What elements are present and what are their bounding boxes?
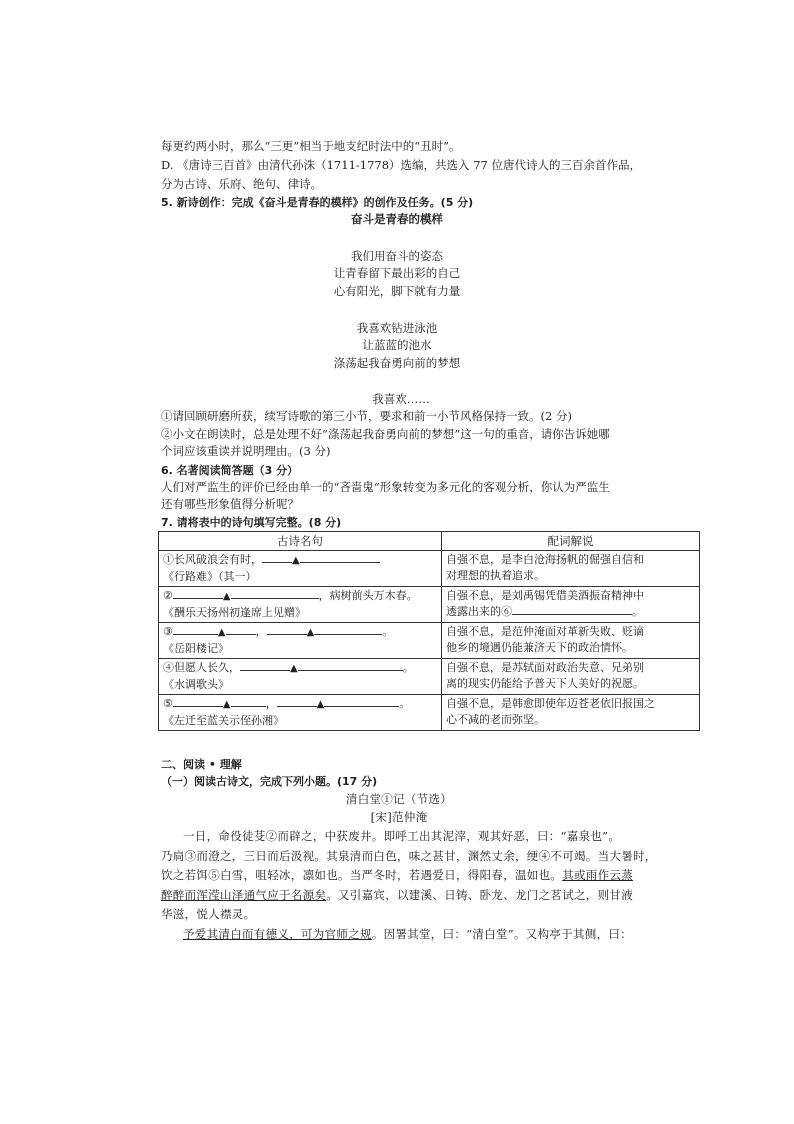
note-text: 自强不息，是苏轼面对政治失意、兄弟别 — [446, 661, 644, 674]
note-cell — [442, 587, 700, 623]
note-cell — [442, 551, 700, 587]
poem-cell — [159, 659, 442, 695]
answer-blank[interactable] — [173, 706, 223, 707]
q5-task1: ①请回顾研磨所获，续写诗歌的第三小节，要求和前一小节风格保持一致。(2 分) — [161, 409, 572, 423]
poem-text: 。 — [399, 697, 411, 710]
triangle-marker: ▲ — [306, 627, 315, 638]
answer-blank[interactable] — [277, 706, 317, 707]
q6-text-b: 还有哪些形象值得分析呢？ — [161, 497, 299, 511]
poem-stanza3: 我喜欢…… — [372, 392, 430, 406]
poem-text: 。 — [382, 625, 394, 638]
classical-p1-line4 — [161, 887, 633, 904]
note-text: 自强不息，是范仲淹面对革新失败、贬谪 — [446, 625, 644, 638]
poem-stanza1-line3: 心有阳光，脚下就有力量 — [333, 284, 461, 298]
poem-stanza2-line1: 我喜欢钻进泳池 — [356, 321, 438, 335]
table-header-note: 配词解说 — [442, 532, 700, 551]
triangle-marker: ▲ — [292, 555, 300, 566]
note-text: 对理想的执着追求。 — [446, 569, 545, 582]
triangle-marker: ▲ — [222, 591, 231, 602]
poem-stanza1-line1: 我们用奋斗的姿态 — [351, 249, 443, 263]
poem-cell — [159, 587, 442, 623]
answer-blank[interactable] — [314, 634, 382, 635]
poem-text: ④但愿人长久， — [163, 661, 240, 674]
answer-blank[interactable] — [324, 706, 399, 707]
q5-heading: 5. 新诗创作：完成《奋斗是青春的模样》的创作及任务。(5 分) — [161, 196, 474, 209]
note-text: 自强不息，是韩愈即使年迈苍老依旧报国之 — [446, 697, 655, 710]
note-text: 透露出来的⑥ — [446, 605, 512, 618]
note-text: 心不减的老而弥坚。 — [446, 713, 545, 726]
table-row — [159, 623, 700, 659]
answer-blank[interactable] — [298, 670, 403, 671]
triangle-marker: ▲ — [217, 627, 226, 638]
q6-text-a: 人们对严监生的评价已经由单一的“吝啬鬼“形象转变为多元化的客观分析，你认为严监生 — [161, 480, 610, 494]
poem-cell — [159, 623, 442, 659]
answer-blank[interactable] — [231, 706, 266, 707]
poem-text: ，病树前头万木春。 — [318, 589, 418, 602]
q7-heading: 7. 请将表中的诗句填写完整。(8 分) — [161, 516, 342, 529]
poem-comma: ， — [255, 625, 267, 638]
poem-source: 《行路难》（其一） — [163, 570, 257, 583]
answer-blank[interactable] — [226, 634, 256, 635]
table-row — [159, 587, 700, 623]
underlined-sentence: 予爱其清白而有德义，可为官师之规 — [183, 927, 372, 941]
classical-p1-line5: 华滋，悦人襟灵。 — [161, 907, 256, 921]
top-line-2: D. 《唐诗三百首》由清代孙洙（1711-1778）选编，共选入 77 位唐代诗人的三百余首作品， — [161, 158, 641, 172]
note-text: 离的现实仍能给予普天下人美好的祝愿。 — [446, 677, 644, 690]
classical-text: 饮之若饵⑤白雪，咀轻冰，凛如也。当严冬时，若遇爱日，得阳春，温如也。 — [161, 868, 563, 882]
answer-blank[interactable] — [300, 562, 380, 563]
poem-comma: ， — [265, 697, 277, 710]
poem-source: 《水调歌头》 — [163, 678, 229, 691]
note-cell — [442, 623, 700, 659]
note-cell — [442, 695, 700, 731]
poem-source: 《酬乐天扬州初逢席上见赠》 — [163, 606, 306, 619]
triangle-marker: ▲ — [290, 663, 298, 674]
classical-p1-line3 — [161, 867, 633, 884]
note-text: 自强不息，是李白沧海扬帆的倔强自信和 — [446, 553, 644, 566]
poem-title: 奋斗是青春的模样 — [351, 212, 443, 226]
answer-blank[interactable] — [231, 598, 319, 599]
poem-text: ② — [163, 589, 173, 602]
poem-text: 。 — [402, 661, 414, 674]
table-header-poem: 古诗名句 — [159, 532, 442, 551]
note-text: 他乡的境遇仍能兼济天下的政治情怀。 — [446, 641, 633, 654]
underlined-sentence: 醉醉而浑滢山泽通气应于名源矣 — [161, 888, 327, 902]
classical-title: 清白堂①记（节选） — [345, 792, 453, 806]
poem-text: ①长风破浪会有时， — [163, 553, 262, 566]
poem-cell — [159, 695, 442, 731]
note-period: 。 — [632, 605, 643, 618]
table-row — [159, 695, 700, 731]
answer-blank[interactable] — [173, 634, 218, 635]
triangle-marker: ▲ — [316, 699, 325, 710]
poem-cell — [159, 551, 442, 587]
triangle-marker: ▲ — [222, 699, 231, 710]
q7-table — [158, 531, 700, 731]
answer-blank[interactable] — [267, 634, 307, 635]
poem-text: ⑤ — [163, 697, 173, 710]
classical-text: 。又引嘉宾，以建溪、日铸、卧龙、龙门之茗试之，则甘液 — [326, 888, 633, 902]
section2-heading: 二、阅读 • 理解 — [161, 758, 242, 771]
poem-source: 《岳阳楼记》 — [163, 642, 229, 655]
q5-task2b: 个词应该重读并说明理由。(3 分) — [161, 444, 331, 458]
table-row — [159, 551, 700, 587]
answer-blank[interactable] — [262, 562, 292, 563]
poem-stanza2-line3: 涤荡起我奋勇向前的梦想 — [333, 356, 461, 370]
poem-text: ③ — [163, 625, 173, 638]
answer-blank[interactable] — [173, 598, 223, 599]
classical-p1-line2: 乃扃③而澄之，三日而后汲视。其泉清而白色，味之甚甘，渊然丈余，绠④不可竭。当大暑时， — [161, 849, 657, 863]
note-text: 自强不息，是刘禹锡凭借美酒振奋精神中 — [446, 589, 644, 602]
q6-heading: 6. 名著阅读简答题（3 分） — [161, 464, 299, 477]
answer-blank-6[interactable] — [512, 614, 632, 615]
classical-p2-line1 — [183, 926, 632, 943]
poem-stanza2-line2: 让蓝蓝的池水 — [362, 338, 432, 352]
top-line-1: 每更约两小时，那么“三更”相当于地支纪时法中的“丑时”。 — [161, 139, 461, 153]
top-line-3: 分为古诗、乐府、绝句、律诗。 — [161, 177, 322, 191]
poem-source: 《左迁至蓝关示侄孙湘》 — [163, 714, 284, 727]
section2-sub-heading: （一）阅读古诗文，完成下列小题。(17 分) — [161, 775, 378, 788]
table-row — [159, 659, 700, 695]
note-cell — [442, 659, 700, 695]
classical-author: [宋]范仲淹 — [370, 810, 428, 824]
classical-text: 。因署其堂，曰：“清白堂”。又构亭于其侧，曰： — [371, 927, 632, 941]
underlined-sentence: 其或雨作云蒸 — [562, 868, 634, 882]
poem-stanza1-line2: 让青春留下最出彩的自己 — [333, 266, 461, 280]
q5-task2a: ②小文在朗读时，总是处理不好“涤荡起我奋勇向前的梦想”这一句的重音，请你告诉她哪 — [161, 427, 610, 441]
classical-p1-line1: 一日，命役徒芟②而辟之，中获废井。即呼工出其泥滓，观其好恶，曰：“嘉泉也”。 — [183, 829, 621, 843]
answer-blank[interactable] — [240, 670, 290, 671]
